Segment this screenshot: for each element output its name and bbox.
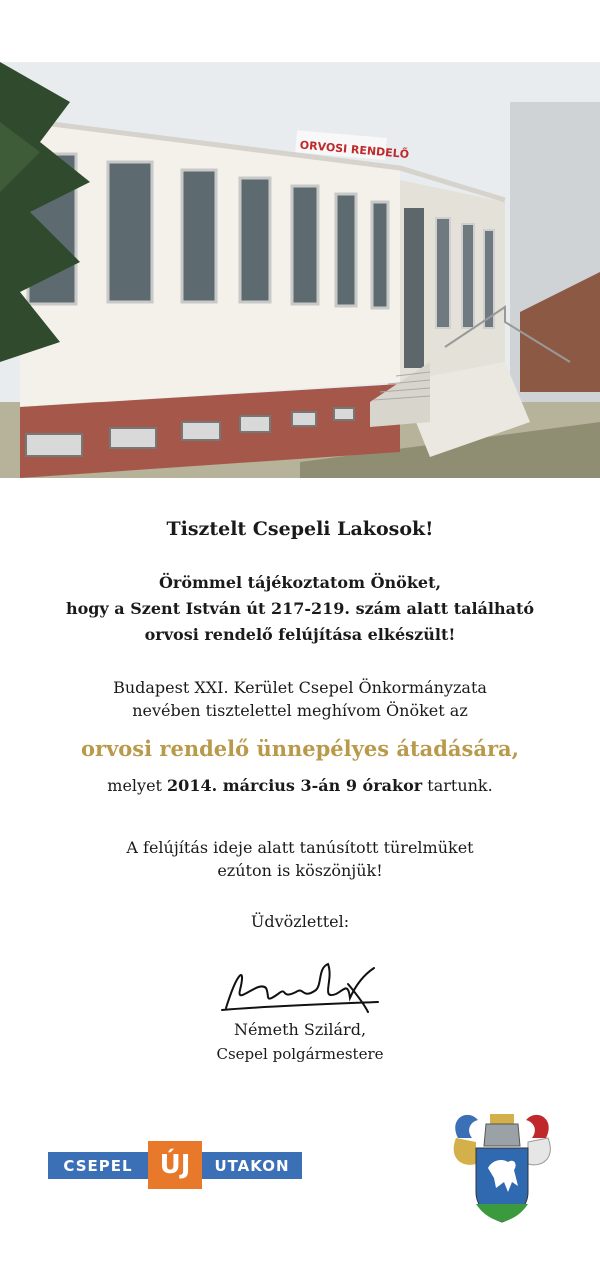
regards: Üdvözlettel: (250, 912, 350, 931)
date-prefix: melyet (107, 776, 168, 795)
date-line (0, 776, 600, 795)
greeting-heading: Tisztelt Csepeli Lakosok! (166, 518, 434, 540)
event-title (0, 736, 600, 761)
csepel-uj-utakon-logo (48, 1141, 302, 1189)
signer (0, 1018, 600, 1066)
announcement-line-2: hogy a Szent István út 217-219. szám alatt található (65, 599, 535, 618)
announcement-line-1: Örömmel tájékoztatom Önöket, (158, 573, 442, 592)
signer-title: Csepel polgármestere (216, 1045, 384, 1063)
clinic-building-photo (0, 62, 600, 478)
logo-right-text: UTAKON (202, 1152, 302, 1179)
coat-of-arms-icon (448, 1108, 556, 1226)
event-title-text: orvosi rendelő ünnepélyes átadására (81, 736, 512, 761)
invitation-line-2: nevében tisztelettel meghívom Önöket az (132, 701, 468, 720)
date-suffix: tartunk. (422, 776, 493, 795)
announcement (0, 570, 600, 648)
logo-left-text: CSEPEL (48, 1152, 148, 1179)
thanks-line-2: ezúton is köszönjük! (217, 861, 383, 880)
logo-middle-text: ÚJ (148, 1141, 202, 1189)
thanks-line-1: A felújítás ideje alatt tanúsított türelmüket (126, 838, 474, 857)
clinic-sign-text: ORVOSI RENDELŐ (299, 138, 410, 162)
signature-image (218, 960, 383, 1015)
invitation (0, 676, 600, 722)
announcement-line-3: orvosi rendelő felújítása elkészült! (144, 625, 456, 644)
invitation-line-1: Budapest XXI. Kerület Csepel Önkormányzata (113, 678, 487, 697)
event-title-suffix: , (511, 736, 519, 761)
event-date: 2014. március 3-án 9 órakor (167, 776, 423, 795)
signer-name: Németh Szilárd, (233, 1020, 367, 1039)
thanks (0, 836, 600, 882)
